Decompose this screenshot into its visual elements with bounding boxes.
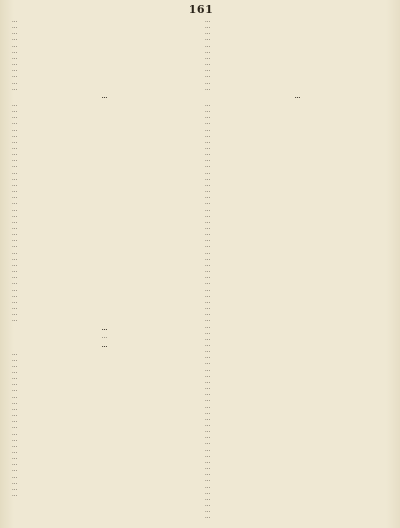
roster-entry: … <box>12 85 18 92</box>
roster-entry: … <box>12 42 18 49</box>
roster-entry: … <box>205 422 211 428</box>
roster-entry: … <box>12 455 18 462</box>
roster-entry: … <box>12 356 18 363</box>
roster-entry: … <box>12 151 18 158</box>
roster-entry: … <box>205 317 211 324</box>
roster-entry: … <box>205 126 211 133</box>
roster-entry: … <box>205 138 211 145</box>
right-column <box>205 18 390 518</box>
roster-entry: … <box>12 101 18 108</box>
roster-entry: … <box>205 101 211 108</box>
roster-entry: … <box>205 85 211 92</box>
roster-entry: … <box>12 243 18 250</box>
roster-entry: … <box>205 458 211 465</box>
roster-entry: … <box>205 372 211 379</box>
roster-entry: … <box>205 206 211 213</box>
roster-entry: … <box>205 409 211 416</box>
section-heading: … <box>101 342 108 349</box>
roster-entry: … <box>205 255 211 262</box>
roster-entry: … <box>12 237 18 244</box>
text-columns <box>12 18 390 518</box>
roster-entry: … <box>12 430 18 437</box>
roster-entry: … <box>12 30 18 37</box>
roster-entry: … <box>205 391 211 398</box>
roster-entry: … <box>205 440 211 447</box>
roster-entry: … <box>205 446 211 453</box>
roster-entry: … <box>205 114 211 121</box>
roster-entry: … <box>205 261 211 268</box>
roster-entry: … <box>205 477 211 484</box>
roster-entry: … <box>205 508 211 515</box>
roster-entry: … <box>12 61 18 68</box>
roster-entry: … <box>205 471 211 478</box>
roster-entry: … <box>12 467 18 474</box>
roster-entry: … <box>12 317 18 324</box>
roster-entry: … <box>12 212 18 219</box>
roster-entry: … <box>205 132 211 139</box>
roster-entry: … <box>205 188 211 195</box>
roster-entry: … <box>12 305 18 312</box>
roster-entry: … <box>12 48 18 55</box>
roster-entry: … <box>12 393 18 400</box>
roster-entry: … <box>205 415 211 422</box>
roster-entry: … <box>205 231 211 238</box>
roster-entry: … <box>205 157 211 164</box>
roster-entry: … <box>205 120 211 127</box>
roster-entry: … <box>205 36 211 43</box>
roster-entry: … <box>205 268 211 275</box>
roster-entry: … <box>12 268 18 275</box>
roster-entry: … <box>205 298 211 305</box>
roster-entry: … <box>205 280 211 287</box>
left-column <box>12 18 197 518</box>
roster-entry: … <box>205 514 211 518</box>
roster-entry: … <box>12 200 18 207</box>
roster-entry: … <box>12 24 18 31</box>
roster-entry: … <box>12 461 18 468</box>
roster-entry: … <box>12 442 18 449</box>
roster-entry: … <box>12 188 18 195</box>
roster-entry: … <box>205 181 211 188</box>
roster-entry: … <box>205 225 211 231</box>
roster-entry: … <box>205 243 211 250</box>
roster-entry: … <box>205 335 211 342</box>
roster-entry: … <box>12 73 18 80</box>
roster-entry: … <box>12 298 18 305</box>
roster-entry: … <box>205 200 211 207</box>
roster-entry: … <box>205 323 211 330</box>
roster-entry: … <box>12 449 18 455</box>
roster-entry: … <box>205 489 211 496</box>
roster-entry: … <box>205 212 211 219</box>
roster-entry: … <box>205 169 211 176</box>
roster-entry: … <box>205 434 211 441</box>
roster-entry: … <box>12 249 18 256</box>
roster-entry: … <box>205 366 211 373</box>
roster-entry: … <box>12 36 18 43</box>
roster-entry: … <box>205 61 211 68</box>
roster-entry: … <box>205 54 211 61</box>
roster-entry: … <box>205 79 211 86</box>
roster-entry: … <box>12 169 18 176</box>
roster-entry: … <box>12 405 18 412</box>
roster-entry: … <box>12 418 18 425</box>
roster-entry: … <box>205 194 211 201</box>
roster-entry: … <box>205 218 211 225</box>
roster-entry: … <box>12 194 18 201</box>
roster-entry: … <box>12 412 18 419</box>
roster-entry: … <box>12 114 18 121</box>
roster-entry: … <box>205 354 211 361</box>
section-heading: … <box>101 325 108 332</box>
roster-entry: … <box>12 67 18 74</box>
roster-entry: … <box>205 274 211 281</box>
roster-entry: … <box>205 403 211 410</box>
roster-entry: … <box>205 151 211 158</box>
roster-entry: … <box>12 225 18 231</box>
roster-entry: … <box>205 311 211 318</box>
roster-entry: … <box>12 492 18 499</box>
roster-entry: … <box>12 362 18 369</box>
roster-entry: … <box>205 348 211 355</box>
roster-entry: … <box>12 424 18 431</box>
roster-entry: … <box>205 360 211 367</box>
roster-entry: … <box>205 483 211 490</box>
roster-entry: … <box>12 206 18 213</box>
roster-entry: … <box>205 18 211 24</box>
roster-entry: … <box>12 218 18 225</box>
roster-entry: … <box>12 485 18 492</box>
roster-entry: … <box>205 502 211 509</box>
roster-entry: … <box>205 341 211 348</box>
roster-entry: … <box>12 54 18 61</box>
roster-entry: … <box>12 350 18 357</box>
roster-entry: … <box>12 381 18 388</box>
roster-entry: … <box>205 48 211 55</box>
section-heading: … <box>101 93 108 100</box>
roster-entry: … <box>205 67 211 74</box>
roster-entry: … <box>12 144 18 151</box>
roster-entry: … <box>205 73 211 80</box>
roster-entry: … <box>205 286 211 293</box>
roster-entry: … <box>205 465 211 472</box>
roster-entry: … <box>12 387 18 394</box>
roster-entry: … <box>205 175 211 182</box>
roster-entry: … <box>12 292 18 299</box>
roster-entry: … <box>12 157 18 164</box>
roster-entry: … <box>12 436 18 443</box>
roster-entry: … <box>12 479 18 486</box>
roster-entry: … <box>12 175 18 182</box>
roster-entry: … <box>12 280 18 287</box>
roster-entry: … <box>205 163 211 170</box>
roster-entry: … <box>205 428 211 435</box>
roster-entry: … <box>12 375 18 382</box>
roster-entry: … <box>12 399 18 406</box>
roster-entry: … <box>205 42 211 49</box>
roster-entry: … <box>12 132 18 139</box>
roster-entry: … <box>205 378 211 385</box>
roster-entry: … <box>12 79 18 86</box>
roster-entry: … <box>12 231 18 238</box>
roster-entry: … <box>12 261 18 268</box>
section-heading: … <box>294 93 301 100</box>
roster-entry: … <box>12 473 18 480</box>
roster-entry: … <box>205 452 211 459</box>
roster-entry: … <box>12 120 18 127</box>
roster-entry: … <box>12 311 18 318</box>
roster-entry: … <box>205 305 211 312</box>
roster-entry: … <box>12 138 18 145</box>
roster-entry: … <box>205 292 211 299</box>
roster-entry: … <box>205 495 211 502</box>
roster-entry: … <box>12 126 18 133</box>
roster-entry: … <box>205 144 211 151</box>
roster-entry: … <box>205 108 211 115</box>
roster-entry: … <box>12 274 18 281</box>
roster-entry: … <box>12 368 18 375</box>
roster-entry: … <box>205 249 211 256</box>
roster-entry: … <box>12 255 18 262</box>
roster-entry: … <box>12 163 18 170</box>
roster-entry: … <box>12 108 18 115</box>
roster-entry: … <box>12 181 18 188</box>
page-number: 161 <box>188 3 214 16</box>
roster-entry: … <box>12 286 18 293</box>
section-subheading: … <box>101 333 108 340</box>
roster-entry: … <box>205 24 211 31</box>
roster-entry: … <box>205 329 211 336</box>
roster-entry: … <box>205 237 211 244</box>
roster-entry: … <box>12 18 18 24</box>
roster-entry: … <box>205 397 211 404</box>
roster-entry: … <box>205 30 211 37</box>
roster-entry: … <box>205 385 211 392</box>
